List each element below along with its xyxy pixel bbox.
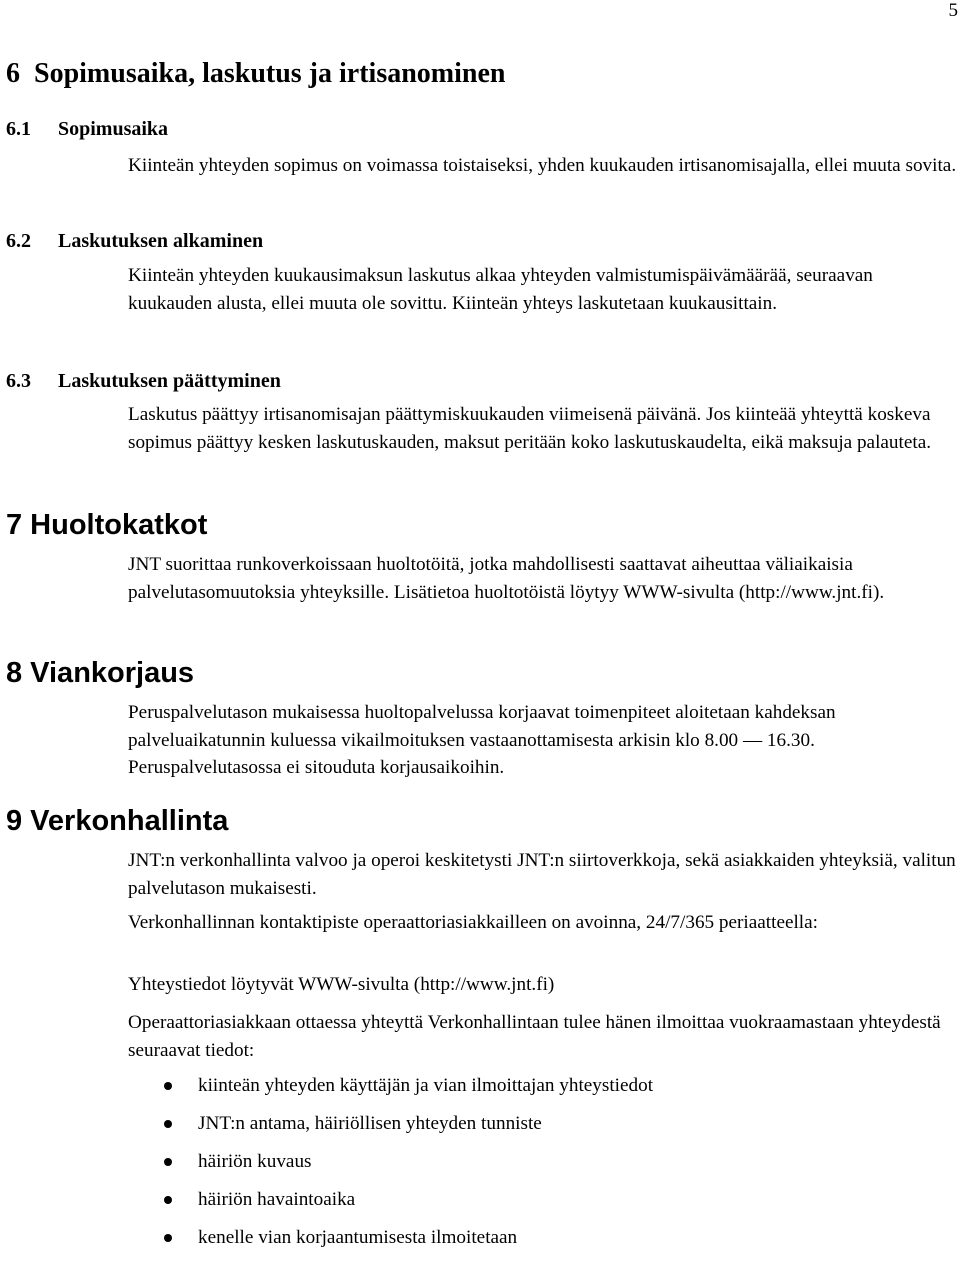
section-6-title: Sopimusaika, laskutus ja irtisanominen bbox=[34, 58, 506, 89]
section-6-number: 6 bbox=[6, 58, 20, 89]
section-6-heading bbox=[6, 57, 505, 91]
list-item: häiriön havaintoaika bbox=[128, 1187, 958, 1225]
section-6-2-text: Kiinteän yhteyden kuukausimaksun laskutus alkaa yhteyden valmistumispäivämäärää, seuraavan kuukauden alusta, ellei muuta ole sovittu. Kiinteän yhteys laskutetaan kuukausittain. bbox=[128, 265, 873, 314]
section-9-paragraph-4: Operaattoriasiakkaan ottaessa yhteyttä Verkonhallintaan tulee hänen ilmoittaa vuokraamastaan yhteydestä seuraavat tiedot: bbox=[128, 1012, 941, 1061]
required-info-list bbox=[128, 1073, 958, 1263]
section-8-text: Peruspalvelutason mukaisessa huoltopalvelussa korjaavat toimenpiteet aloitetaan kahdeksan palveluaikatunnin kuluessa vikailmoituksen vastaanottamisesta arkisin klo 8.00 — 16.30. Peruspalvelutasossa ei sitouduta korjausaikoihin. bbox=[128, 702, 836, 778]
section-9-paragraph-1: JNT:n verkonhallinta valvoo ja operoi keskitetysti JNT:n siirtoverkkoja, sekä asiakkaiden yhteyksiä, valitun palvelutason mukaisesti. bbox=[128, 850, 956, 899]
section-7-heading: 7 Huoltokatkot bbox=[6, 509, 208, 541]
section-9-paragraph-2: Verkonhallinnan kontaktipiste operaattoriasiakkailleen on avoinna, 24/7/365 periaatteella: bbox=[128, 912, 818, 933]
section-6-2-title: Laskutuksen alkaminen bbox=[58, 230, 264, 252]
section-6-1-heading bbox=[6, 116, 168, 142]
section-6-3-number: 6.3 bbox=[6, 370, 31, 392]
section-6-3-text: Laskutus päättyy irtisanomisajan päättymiskuukauden viimeisenä päivänä. Jos kiinteää yhteyttä koskeva sopimus päättyy kesken laskutuskauden, maksut peritään koko laskutuskaudelta, eikä maksuja palauteta. bbox=[128, 404, 932, 453]
section-6-1-text: Kiinteän yhteyden sopimus on voimassa toistaiseksi, yhden kuukauden irtisanomisajalla, ellei muuta sovita. bbox=[128, 155, 957, 176]
section-6-1-title: Sopimusaika bbox=[58, 118, 169, 140]
list-item: häiriön kuvaus bbox=[128, 1149, 958, 1187]
page-number: 5 bbox=[948, 0, 958, 21]
section-7-text: JNT suorittaa runkoverkoissaan huoltotöitä, jotka mahdollisesti saattavat aiheuttaa väliaikaisia palvelutasomuutoksia yhteyksille. Lisätietoa huoltotöistä löytyy WWW-sivulta (http://www.jnt.fi). bbox=[128, 554, 885, 603]
section-6-1-number: 6.1 bbox=[6, 118, 31, 140]
section-9-paragraph-3: Yhteystiedot löytyvät WWW-sivulta (http://www.jnt.fi) bbox=[128, 974, 555, 995]
section-8-heading: 8 Viankorjaus bbox=[6, 657, 195, 689]
section-6-3-heading bbox=[6, 368, 281, 394]
section-9-heading: 9 Verkonhallinta bbox=[6, 805, 229, 837]
section-6-2-number: 6.2 bbox=[6, 230, 31, 252]
list-item: kenelle vian korjaantumisesta ilmoitetaan bbox=[128, 1225, 958, 1263]
list-item: kiinteän yhteyden käyttäjän ja vian ilmoittajan yhteystiedot bbox=[128, 1073, 958, 1111]
section-6-3-title: Laskutuksen päättyminen bbox=[58, 370, 281, 392]
list-item: JNT:n antama, häiriöllisen yhteyden tunniste bbox=[128, 1111, 958, 1149]
section-6-2-heading bbox=[6, 228, 263, 254]
